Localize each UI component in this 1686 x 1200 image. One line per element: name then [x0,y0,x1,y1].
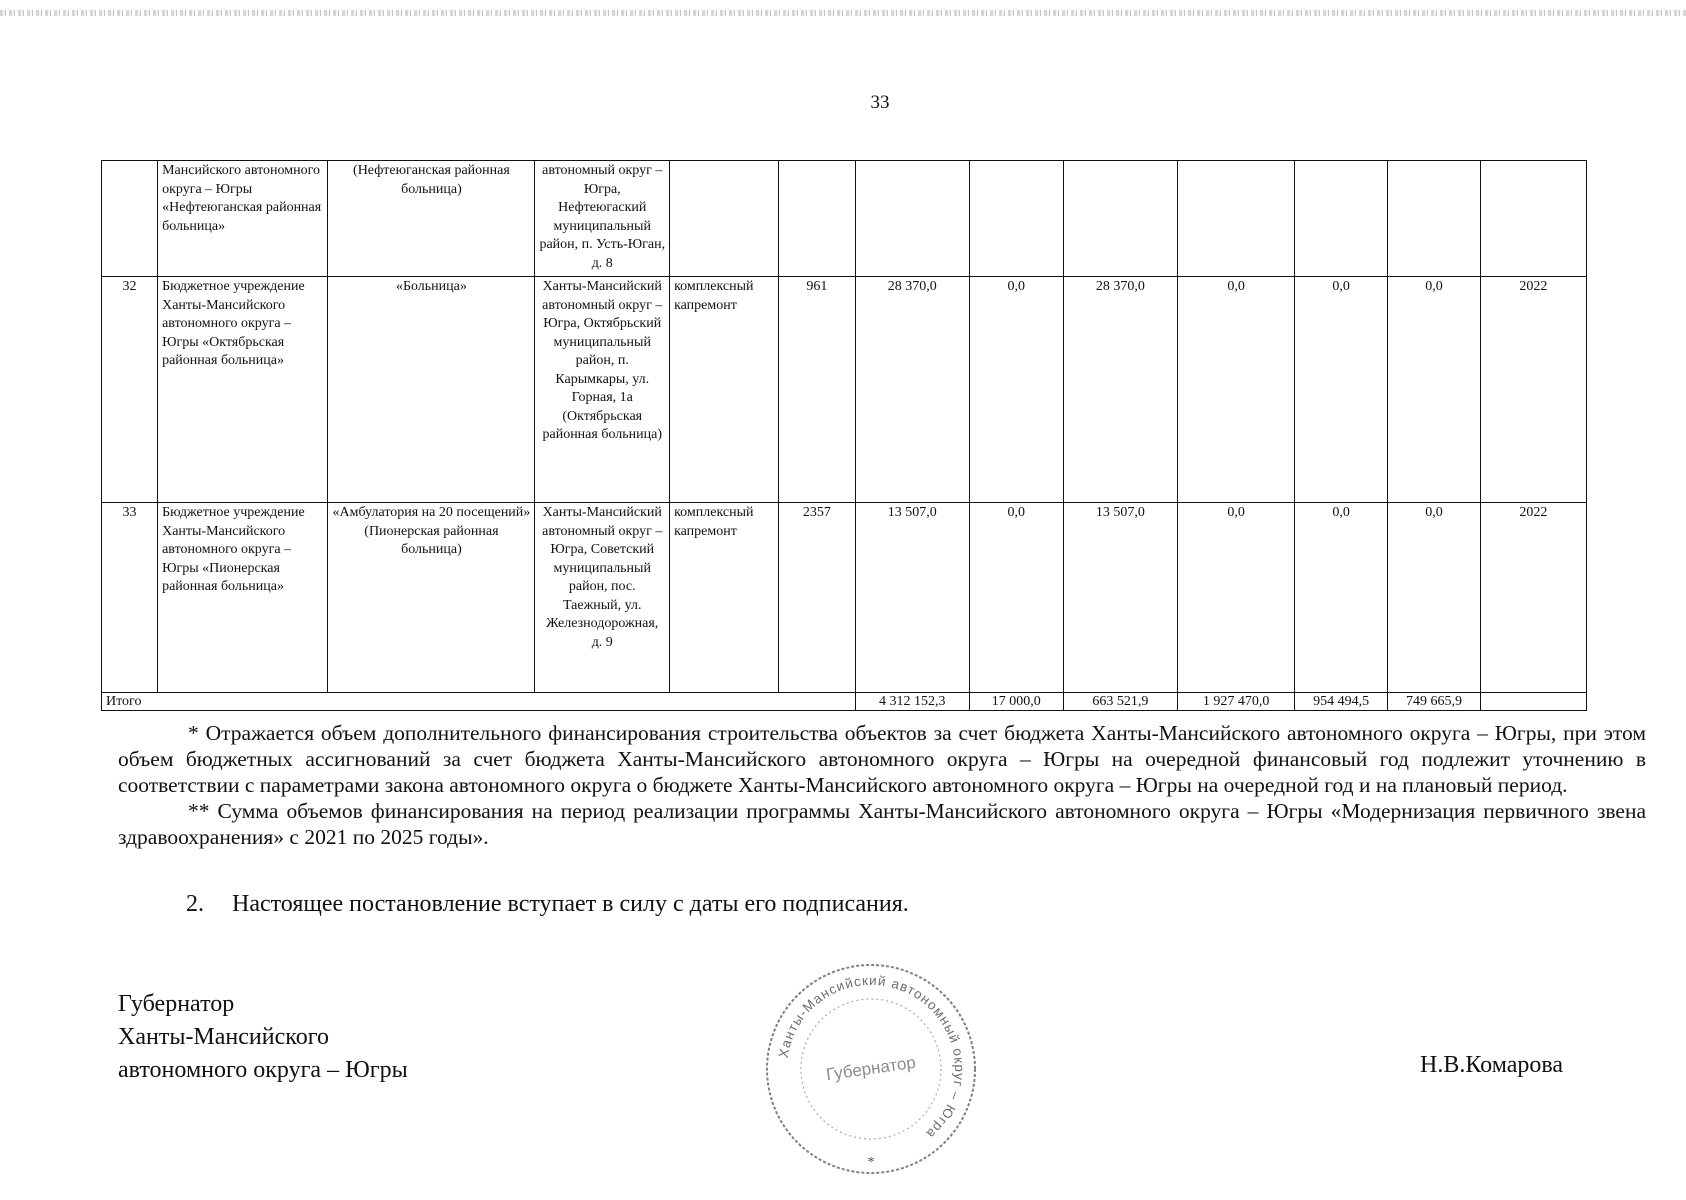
total-cell: 13 507,0 [855,503,969,693]
object-cell: (Нефтеюганская районная больница) [328,161,535,277]
institution-cell: Мансийского автономного округа – Югры «Нефтеюганская районная больница» [158,161,328,277]
year-cell [1480,161,1586,277]
totals-2021-cell: 17 000,0 [969,693,1063,711]
totals-row [102,693,1587,711]
address-cell: Ханты-Мансийский автономный округ – Югра, Октябрьский муниципальный район, п. Карымкары, ул. Горная, 1а (Октябрьская районная больница) [535,277,670,503]
table-row [102,161,1587,277]
row-number [102,161,158,277]
amount-2022-cell: 28 370,0 [1063,277,1177,503]
signature-title-line-1: Губернатор [118,991,235,1017]
signer-name: Н.В.Комарова [1420,1052,1564,1078]
page-number: 33 [870,92,890,113]
row-number: 32 [102,277,158,503]
work-type-cell: комплексный капремонт [670,277,779,503]
amount-2022-cell [1063,161,1177,277]
signature-title-line-3: автономного округа – Югры [118,1057,408,1083]
clause-text: Настоящее постановление вступает в силу с даты его подписания. [232,891,909,917]
amount-2021-cell: 0,0 [969,277,1063,503]
amount-2024-cell [1295,161,1388,277]
clause-number: 2. [186,891,204,917]
object-cell: «Больница» [328,277,535,503]
year-cell: 2022 [1480,503,1586,693]
total-cell: 28 370,0 [855,277,969,503]
amount-2024-cell: 0,0 [1295,503,1388,693]
totals-2022-cell: 663 521,9 [1063,693,1177,711]
official-seal [762,960,980,1178]
address-cell: автономный округ – Югра, Нефтеюгаский муниципальный район, п. Усть-Юган, д. 8 [535,161,670,277]
totals-2024-cell: 954 494,5 [1295,693,1388,711]
footnote-2: ** Сумма объемов финансирования на период реализации программы Ханты-Мансийского автономного округа – Югры «Модернизация первичного звена здравоохранения» с 2021 по 2025 годы». [118,799,1646,849]
amount-2023-cell: 0,0 [1177,277,1294,503]
capacity-cell [779,161,855,277]
capacity-cell: 961 [779,277,855,503]
amount-2021-cell [969,161,1063,277]
total-cell [855,161,969,277]
amount-2024-cell: 0,0 [1295,277,1388,503]
amount-2023-cell: 0,0 [1177,503,1294,693]
object-cell: «Амбулатория на 20 посещений» (Пионерская районная больница) [328,503,535,693]
capacity-cell: 2357 [779,503,855,693]
amount-2023-cell [1177,161,1294,277]
amount-2025-cell: 0,0 [1388,277,1481,503]
totals-total-cell: 4 312 152,3 [855,693,969,711]
year-cell: 2022 [1480,277,1586,503]
totals-2023-cell: 1 927 470,0 [1177,693,1294,711]
amount-2021-cell: 0,0 [969,503,1063,693]
totals-label: Итого [102,693,856,711]
institution-cell: Бюджетное учреждение Ханты-Мансийского автономного округа – Югры «Пионерская районная больница» [158,503,328,693]
signature-title-line-2: Ханты-Мансийского [118,1024,329,1050]
financing-table [101,160,1587,711]
table-row [102,277,1587,503]
work-type-cell: комплексный капремонт [670,503,779,693]
totals-2025-cell: 749 665,9 [1388,693,1481,711]
footnotes [118,720,1646,850]
table-row [102,503,1587,693]
totals-year-cell [1480,693,1586,711]
amount-2022-cell: 13 507,0 [1063,503,1177,693]
seal-outer-text: Ханты-Мансийский автономный округ – Югра [775,972,968,1143]
seal-star-icon: * [867,1155,875,1170]
amount-2025-cell [1388,161,1481,277]
address-cell: Ханты-Мансийский автономный округ – Югра, Советский муниципальный район, пос. Таежный, ул. Железнодорожная, д. 9 [535,503,670,693]
work-type-cell [670,161,779,277]
row-number: 33 [102,503,158,693]
institution-cell: Бюджетное учреждение Ханты-Мансийского автономного округа – Югры «Октябрьская районная больница» [158,277,328,503]
amount-2025-cell: 0,0 [1388,503,1481,693]
scan-edge [0,10,1686,16]
svg-text:Ханты-Мансийский автономный ок [776,973,967,1142]
footnote-1: * Отражается объем дополнительного финансирования строительства объектов за счет бюджета Ханты-Мансийского автономного округа – Югры, при этом объем бюджетных ассигнований за счет бюджета Ханты-Мансийского автономного округа – Югры на очередной финансовый год подлежит уточнению в соответствии с параметрами закона автономного округа о бюджете Ханты-Мансийского автономного округа – Югры на очередной год и на плановый период. [118,721,1646,797]
signature-block [118,988,408,1087]
clause-2 [186,891,909,918]
seal-center-text: Губернатор [824,1052,917,1085]
